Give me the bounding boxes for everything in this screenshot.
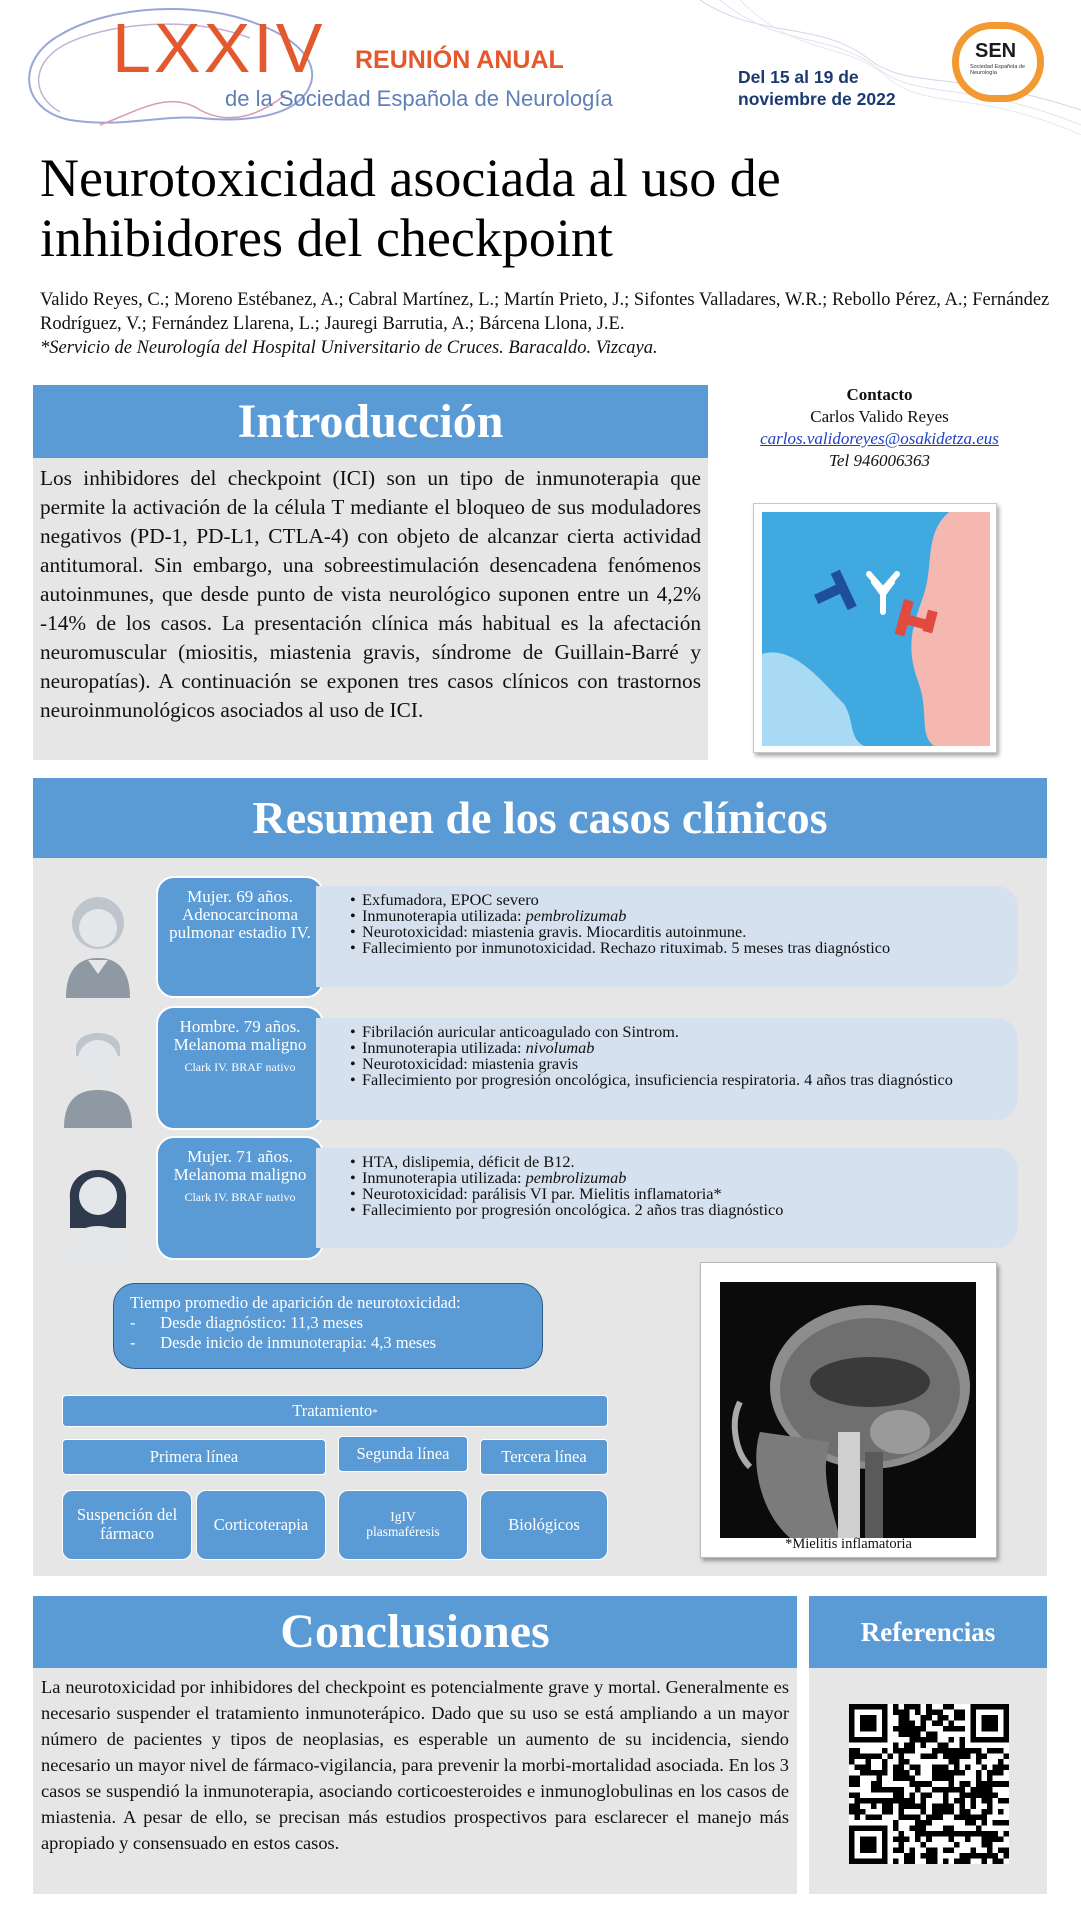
case-2-item: • Fallecimiento por progresión oncológica, insuficiencia respiratoria. 4 años tras diagnóstico [350, 1072, 1004, 1088]
case-1-item: • Exfumadora, EPOC severo [350, 892, 1004, 908]
second-line-label: Segunda línea [338, 1436, 468, 1472]
elderly-woman-avatar-icon [62, 888, 134, 998]
biologics-box: Biológicos [480, 1490, 608, 1560]
onset-time-box: Tiempo promedio de aparición de neurotoxicidad: - Desde diagnóstico: 11,3 meses - Desde inicio de inmunoterapia: 4,3 meses [113, 1283, 543, 1369]
intro-body: Los inhibidores del checkpoint (ICI) son un tipo de inmunoterapia que permite la activación de la célula T mediante el bloqueo de sus moduladores negativos (PD-1, PD-L1, CTLA-4) con objeto de alcanzar cierta actividad antitumoral. Sin embargo, una sobreestimulación desencadena fenómenos autoinmunes, que desde punto de vista neurológico suponen entre un 4,2% -14% de los casos. La presentación clínica más habitual es la afectación neuromuscular (miositis, miastenia gravis, síndrome de Guillain-Barré y neuropatías). A continuación se exponen tres casos clínicos con trastornos neuroinmunológicos asociados al uso de ICI. [33, 458, 708, 760]
case-2-item: • Fibrilación auricular anticoagulado con Sintrom. [350, 1024, 1004, 1040]
case-2-details [316, 1018, 1018, 1120]
references-heading: Referencias [809, 1596, 1047, 1668]
case-2-item: • Inmunoterapia utilizada: nivolumab [350, 1040, 1004, 1056]
sen-logo-text: SEN [975, 40, 1017, 62]
igiv-plasmapheresis-box: IgIV plasmaféresis [338, 1490, 468, 1560]
conclusions-body: La neurotoxicidad por inhibidores del checkpoint es potencialmente grave y mortal. Generalmente es necesario suspender el tratamiento inmunoterápico. Dado que su uso se está ampliando a un mayor número de pacientes y tipos de neoplasias, es esperable un aumento de su incidencia, siendo necesario un mayor nivel de fármaco-vigilancia, para prevenir la morbi-mortalidad asociada. En los 3 casos se suspendió la inmunoterapia, asociando corticoesteroides e inmunoglobulinas en los casos de miastenia. A pesar de ello, se precisan más estudios prospectivos para esclarecer el manejo más apropiado y consensuado en estos casos. [33, 1668, 797, 1894]
poster-title: Neurotoxicidad asociada al uso de inhibidores del checkpoint [40, 148, 781, 268]
woman-avatar-icon [62, 1150, 134, 1260]
intro-heading: Introducción [33, 385, 708, 458]
case-1-label: Mujer. 69 años. Adenocarcinoma pulmonar estadio IV. [156, 876, 324, 998]
case-1-item: • Neurotoxicidad: miastenia gravis. Miocarditis autoinmune. [350, 924, 1004, 940]
summary-heading: Resumen de los casos clínicos [33, 778, 1047, 858]
checkpoint-illustration [753, 503, 997, 753]
case-1-item: • Inmunoterapia utilizada: pembrolizumab [350, 908, 1004, 924]
contact-heading: Contacto [846, 385, 913, 404]
case-3-item: • Neurotoxicidad: parálisis VI par. Mielitis inflamatoria* [350, 1186, 1004, 1202]
corticotherapy-box: Corticoterapia [196, 1490, 326, 1560]
case-3-item: • Fallecimiento por progresión oncológica. 2 años tras diagnóstico [350, 1202, 1004, 1218]
edition-number: LXXIV [112, 9, 326, 87]
qr-code-icon[interactable] [849, 1704, 1009, 1864]
meeting-dates: Del 15 al 19 de noviembre de 2022 [738, 67, 896, 109]
mri-caption: *Mielitis inflamatoria [785, 1536, 912, 1552]
header-banner [0, 0, 1081, 135]
case-3-details [316, 1148, 1018, 1248]
case-3-item: • HTA, dislipemia, déficit de B12. [350, 1154, 1004, 1170]
contact-block [712, 384, 1047, 472]
meeting-title: REUNIÓN ANUAL [355, 46, 564, 74]
case-1-details [316, 886, 1018, 987]
authors: Valido Reyes, C.; Moreno Estébanez, A.; Cabral Martínez, L.; Martín Prieto, J.; Sifontes Valladares, W.R.; Rebollo Pérez, A.; Fernández Rodríguez, V.; Fernández Llarena, L.; Jauregi Barrutia, A.; Bárcena Llona, J.E. [40, 290, 1050, 334]
affiliation: *Servicio de Neurología del Hospital Universitario de Cruces. Baracaldo. Vizcaya. [40, 338, 658, 358]
first-line-label: Primera línea [62, 1439, 326, 1475]
contact-email-link[interactable]: carlos.validoreyes@osakidetza.eus [760, 429, 999, 448]
case-1-item: • Fallecimiento por inmunotoxicidad. Rechazo rituximab. 5 meses tras diagnóstico [350, 940, 1004, 956]
contact-name: Carlos Valido Reyes [810, 407, 949, 426]
sen-logo-subtitle: Sociedad Española de Neurología [970, 64, 1026, 76]
conclusions-heading: Conclusiones [33, 1596, 797, 1668]
contact-phone: Tel 946006363 [829, 451, 930, 470]
drug-suspension-box: Suspención del fármaco [62, 1490, 192, 1560]
elderly-man-avatar-icon [62, 1018, 134, 1128]
third-line-label: Tercera línea [480, 1439, 608, 1475]
sagittal-mri-image [720, 1282, 976, 1538]
case-2-item: • Neurotoxicidad: miastenia gravis [350, 1056, 1004, 1072]
treatment-title: Tratamiento* [62, 1395, 608, 1427]
case-2-label: Hombre. 79 años. Melanoma maligno Clark IV. BRAF nativo [156, 1006, 324, 1130]
society-name: de la Sociedad Española de Neurología [225, 86, 613, 111]
case-3-label: Mujer. 71 años. Melanoma maligno Clark IV. BRAF nativo [156, 1136, 324, 1260]
antibody-diagram-icon [754, 504, 998, 754]
case-3-item: • Inmunoterapia utilizada: pembrolizumab [350, 1170, 1004, 1186]
